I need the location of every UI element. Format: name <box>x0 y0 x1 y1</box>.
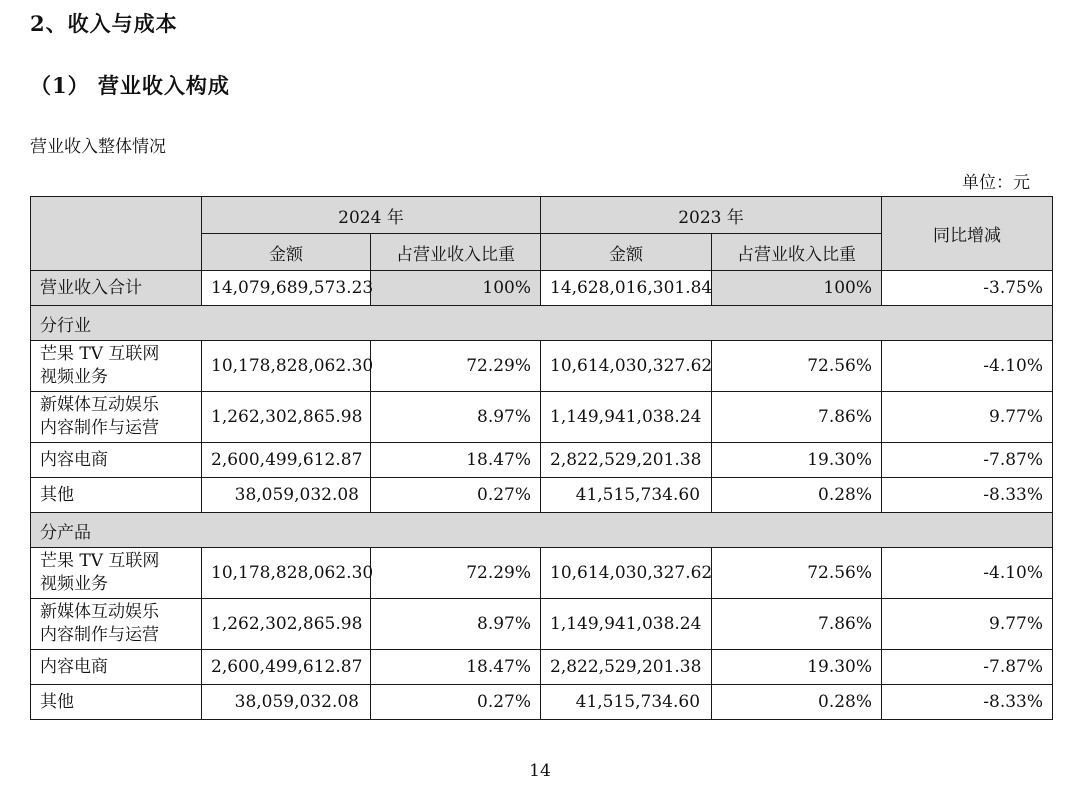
share-2023-cell: 7.86% <box>712 599 882 650</box>
share-2023-cell: 72.56% <box>712 548 882 599</box>
share-2023-cell: 19.30% <box>712 650 882 685</box>
amount-2024-cell: 1,262,302,865.98 <box>202 392 371 443</box>
amount-2023-cell: 1,149,941,038.24 <box>541 599 712 650</box>
section-label: 分行业 <box>31 306 1053 341</box>
yoy-cell: -3.75% <box>882 271 1053 306</box>
amount-2024-cell: 1,262,302,865.98 <box>202 599 371 650</box>
row-label: 营业收入合计 <box>31 271 202 306</box>
amount-2023-cell: 2,822,529,201.38 <box>541 443 712 478</box>
yoy-cell: -7.87% <box>882 650 1053 685</box>
row-label: 其他 <box>31 478 202 513</box>
section-heading: 2、收入与成本 <box>30 11 178 36</box>
amount-2023-header: 金额 <box>541 234 712 271</box>
share-2024-cell: 18.47% <box>371 443 541 478</box>
yoy-cell: 9.77% <box>882 392 1053 443</box>
amount-2024-cell: 38,059,032.08 <box>202 685 371 720</box>
yoy-cell: -7.87% <box>882 443 1053 478</box>
share-2024-cell: 72.29% <box>371 341 541 392</box>
section-row-industry <box>31 306 1053 341</box>
year-2023-header: 2023 年 <box>541 197 882 234</box>
share-2024-cell: 8.97% <box>371 392 541 443</box>
yoy-header: 同比增减 <box>882 197 1053 271</box>
table-row <box>31 392 1053 443</box>
share-2023-cell: 72.56% <box>712 341 882 392</box>
amount-2024-cell: 10,178,828,062.30 <box>202 548 371 599</box>
table-row <box>31 685 1053 720</box>
subsection-heading: （1） 营业收入构成 <box>30 73 230 98</box>
share-2024-cell: 72.29% <box>371 548 541 599</box>
share-2024-cell: 0.27% <box>371 478 541 513</box>
yoy-cell: 9.77% <box>882 599 1053 650</box>
amount-2024-cell: 10,178,828,062.30 <box>202 341 371 392</box>
row-label: 芒果 TV 互联网 视频业务 <box>31 341 202 392</box>
share-2023-cell: 7.86% <box>712 392 882 443</box>
share-2023-cell: 0.28% <box>712 685 882 720</box>
yoy-cell: -4.10% <box>882 548 1053 599</box>
share-2023-cell: 19.30% <box>712 443 882 478</box>
table-row <box>31 548 1053 599</box>
page-number: 14 <box>529 761 551 781</box>
table-row <box>31 599 1053 650</box>
table-row <box>31 341 1053 392</box>
section-label: 分产品 <box>31 513 1053 548</box>
row-label: 其他 <box>31 685 202 720</box>
table-row <box>31 443 1053 478</box>
unit-label: 单位：元 <box>962 173 1030 193</box>
share-2023-cell: 100% <box>712 271 882 306</box>
amount-2023-cell: 41,515,734.60 <box>541 478 712 513</box>
share-2024-cell: 8.97% <box>371 599 541 650</box>
amount-2024-cell: 38,059,032.08 <box>202 478 371 513</box>
year-2024-header: 2024 年 <box>202 197 541 234</box>
row-label: 新媒体互动娱乐 内容制作与运营 <box>31 392 202 443</box>
amount-2023-cell: 10,614,030,327.62 <box>541 548 712 599</box>
table-row <box>31 650 1053 685</box>
total-row <box>31 271 1053 306</box>
revenue-table <box>30 196 1053 720</box>
corner-header-cell <box>31 197 202 271</box>
amount-2024-header: 金额 <box>202 234 371 271</box>
table-row <box>31 478 1053 513</box>
row-label: 新媒体互动娱乐 内容制作与运营 <box>31 599 202 650</box>
row-label: 内容电商 <box>31 650 202 685</box>
amount-2023-cell: 10,614,030,327.62 <box>541 341 712 392</box>
yoy-cell: -8.33% <box>882 685 1053 720</box>
amount-2024-cell: 14,079,689,573.23 <box>202 271 371 306</box>
yoy-cell: -8.33% <box>882 478 1053 513</box>
amount-2023-cell: 41,515,734.60 <box>541 685 712 720</box>
row-label: 芒果 TV 互联网 视频业务 <box>31 548 202 599</box>
row-label: 内容电商 <box>31 443 202 478</box>
share-2024-header: 占营业收入比重 <box>371 234 541 271</box>
table-caption: 营业收入整体情况 <box>30 137 166 157</box>
share-2024-cell: 0.27% <box>371 685 541 720</box>
section-row-product <box>31 513 1053 548</box>
amount-2024-cell: 2,600,499,612.87 <box>202 443 371 478</box>
amount-2023-cell: 14,628,016,301.84 <box>541 271 712 306</box>
share-2024-cell: 100% <box>371 271 541 306</box>
share-2023-cell: 0.28% <box>712 478 882 513</box>
amount-2023-cell: 1,149,941,038.24 <box>541 392 712 443</box>
amount-2024-cell: 2,600,499,612.87 <box>202 650 371 685</box>
yoy-cell: -4.10% <box>882 341 1053 392</box>
share-2023-header: 占营业收入比重 <box>712 234 882 271</box>
amount-2023-cell: 2,822,529,201.38 <box>541 650 712 685</box>
share-2024-cell: 18.47% <box>371 650 541 685</box>
